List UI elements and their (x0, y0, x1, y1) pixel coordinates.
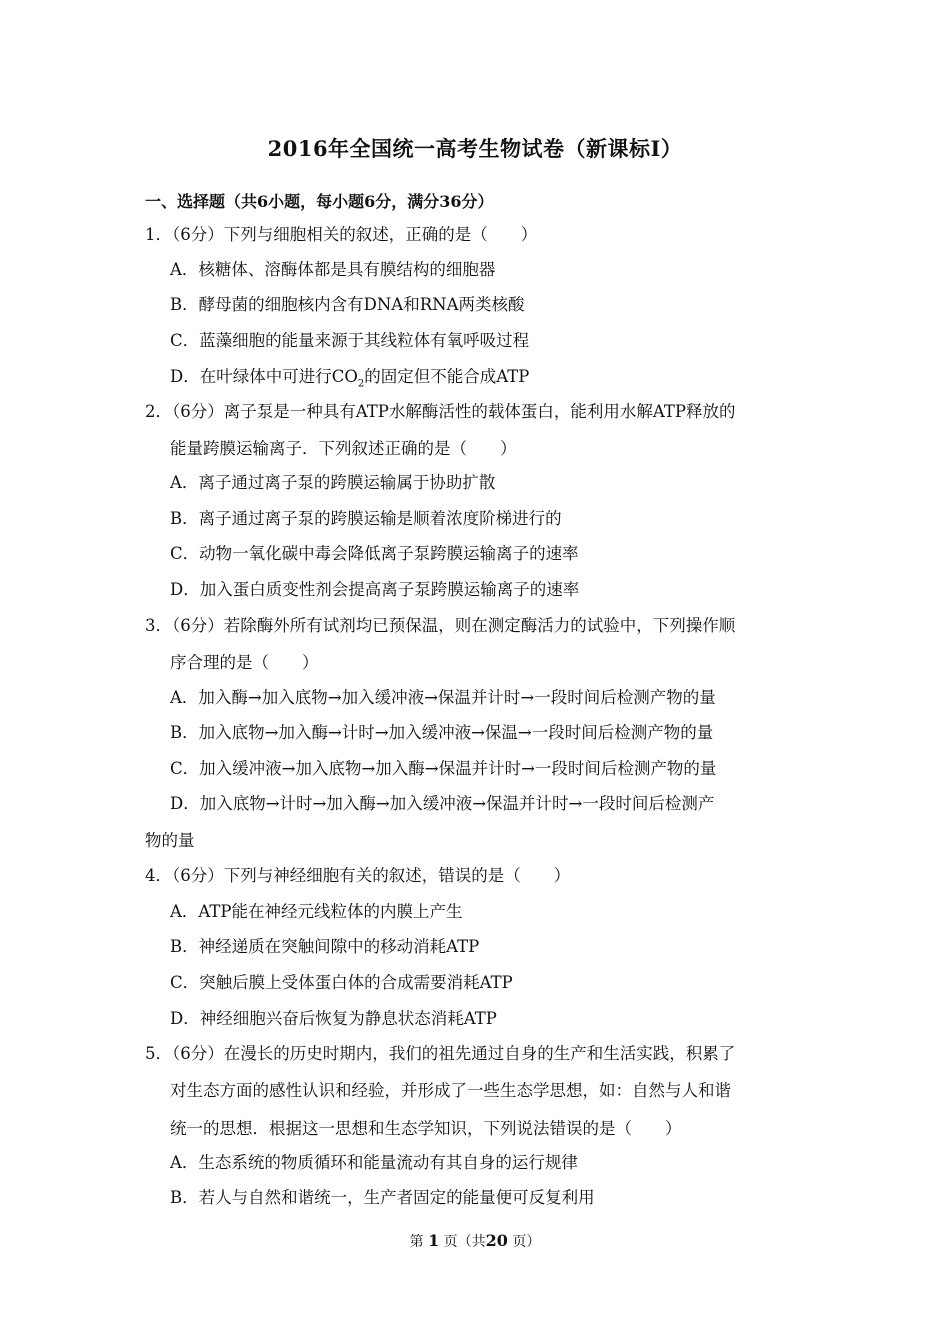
question-4-stem: 4．（6分）下列与神经细胞有关的叙述，错误的是（ ） (145, 866, 571, 885)
question-2-stem: 2．（6分）离子泵是一种具有ATP水解酶活性的载体蛋白，能利用水解ATP释放的 (145, 402, 736, 421)
question-1-option-c: C．蓝藻细胞的能量来源于其线粒体有氧呼吸过程 (170, 331, 530, 350)
footer-mid: 页（共 (443, 1234, 486, 1250)
question-3-stem: 3．（6分）若除酶外所有试剂均已预保温，则在测定酶活力的试验中，下列操作顺 (145, 616, 736, 635)
question-4-option-c: C．突触后膜上受体蛋白体的合成需要消耗ATP (170, 973, 513, 992)
question-5-stem-cont-1: 对生态方面的感性认识和经验，并形成了一些生态学思想，如：自然与人和谐 (170, 1081, 731, 1100)
question-5-option-b: B．若人与自然和谐统一，生产者固定的能量便可反复利用 (170, 1188, 595, 1207)
page-title: 2016年全国统一高考生物试卷（新课标Ⅰ） (267, 136, 683, 161)
footer-page-number: 1 (428, 1231, 440, 1250)
question-1-option-d (170, 367, 529, 394)
question-5-stem: 5．（6分）在漫长的历史时期内，我们的祖先通过自身的生产和生活实践，积累了 (145, 1044, 736, 1063)
question-1-option-d-pre: D．在叶绿体中可进行CO (170, 367, 358, 386)
question-1-option-d-post: 的固定但不能合成ATP (364, 367, 530, 386)
question-3-option-b: B．加入底物→加入酶→计时→加入缓冲液→保温→一段时间后检测产物的量 (170, 723, 714, 742)
question-2-option-c: C．动物一氧化碳中毒会降低离子泵跨膜运输离子的速率 (170, 544, 579, 563)
page-footer (0, 1231, 950, 1251)
question-1-stem: 1．（6分）下列与细胞相关的叙述，正确的是（ ） (145, 225, 538, 244)
section-heading: 一、选择题（共6小题，每小题6分，满分36分） (145, 192, 494, 211)
question-3-option-d: D．加入底物→计时→加入酶→加入缓冲液→保温并计时→一段时间后检测产 (170, 794, 715, 813)
question-3-option-d-cont: 物的量 (145, 831, 195, 850)
question-2-option-b: B．离子通过离子泵的跨膜运输是顺着浓度阶梯进行的 (170, 509, 562, 528)
footer-total-pages: 20 (485, 1231, 508, 1250)
question-4-option-b: B．神经递质在突触间隙中的移动消耗ATP (170, 937, 480, 956)
question-2-option-a: A．离子通过离子泵的跨膜运输属于协助扩散 (170, 473, 496, 492)
question-3-option-a: A．加入酶→加入底物→加入缓冲液→保温并计时→一段时间后检测产物的量 (170, 688, 716, 707)
question-1-option-b: B．酵母菌的细胞核内含有DNA和RNA两类核酸 (170, 295, 525, 314)
question-5-stem-cont-2: 统一的思想．根据这一思想和生态学知识，下列说法错误的是（ ） (170, 1119, 682, 1138)
footer-pre: 第 (409, 1234, 424, 1250)
co2-subscript: 2 (357, 378, 365, 390)
footer-post: 页） (512, 1234, 541, 1250)
question-3-option-c: C．加入缓冲液→加入底物→加入酶→保温并计时→一段时间后检测产物的量 (170, 759, 717, 778)
question-4-option-d: D．神经细胞兴奋后恢复为静息状态消耗ATP (170, 1009, 497, 1028)
question-4-option-a: A．ATP能在神经元线粒体的内膜上产生 (170, 902, 463, 921)
question-2-option-d: D．加入蛋白质变性剂会提高离子泵跨膜运输离子的速率 (170, 580, 580, 599)
question-2-stem-cont: 能量跨膜运输离子．下列叙述正确的是（ ） (170, 439, 517, 458)
question-3-stem-cont: 序合理的是（ ） (170, 653, 319, 672)
question-1-option-a: A．核糖体、溶酶体都是具有膜结构的细胞器 (170, 260, 496, 279)
question-5-option-a: A．生态系统的物质循环和能量流动有其自身的运行规律 (170, 1153, 578, 1172)
